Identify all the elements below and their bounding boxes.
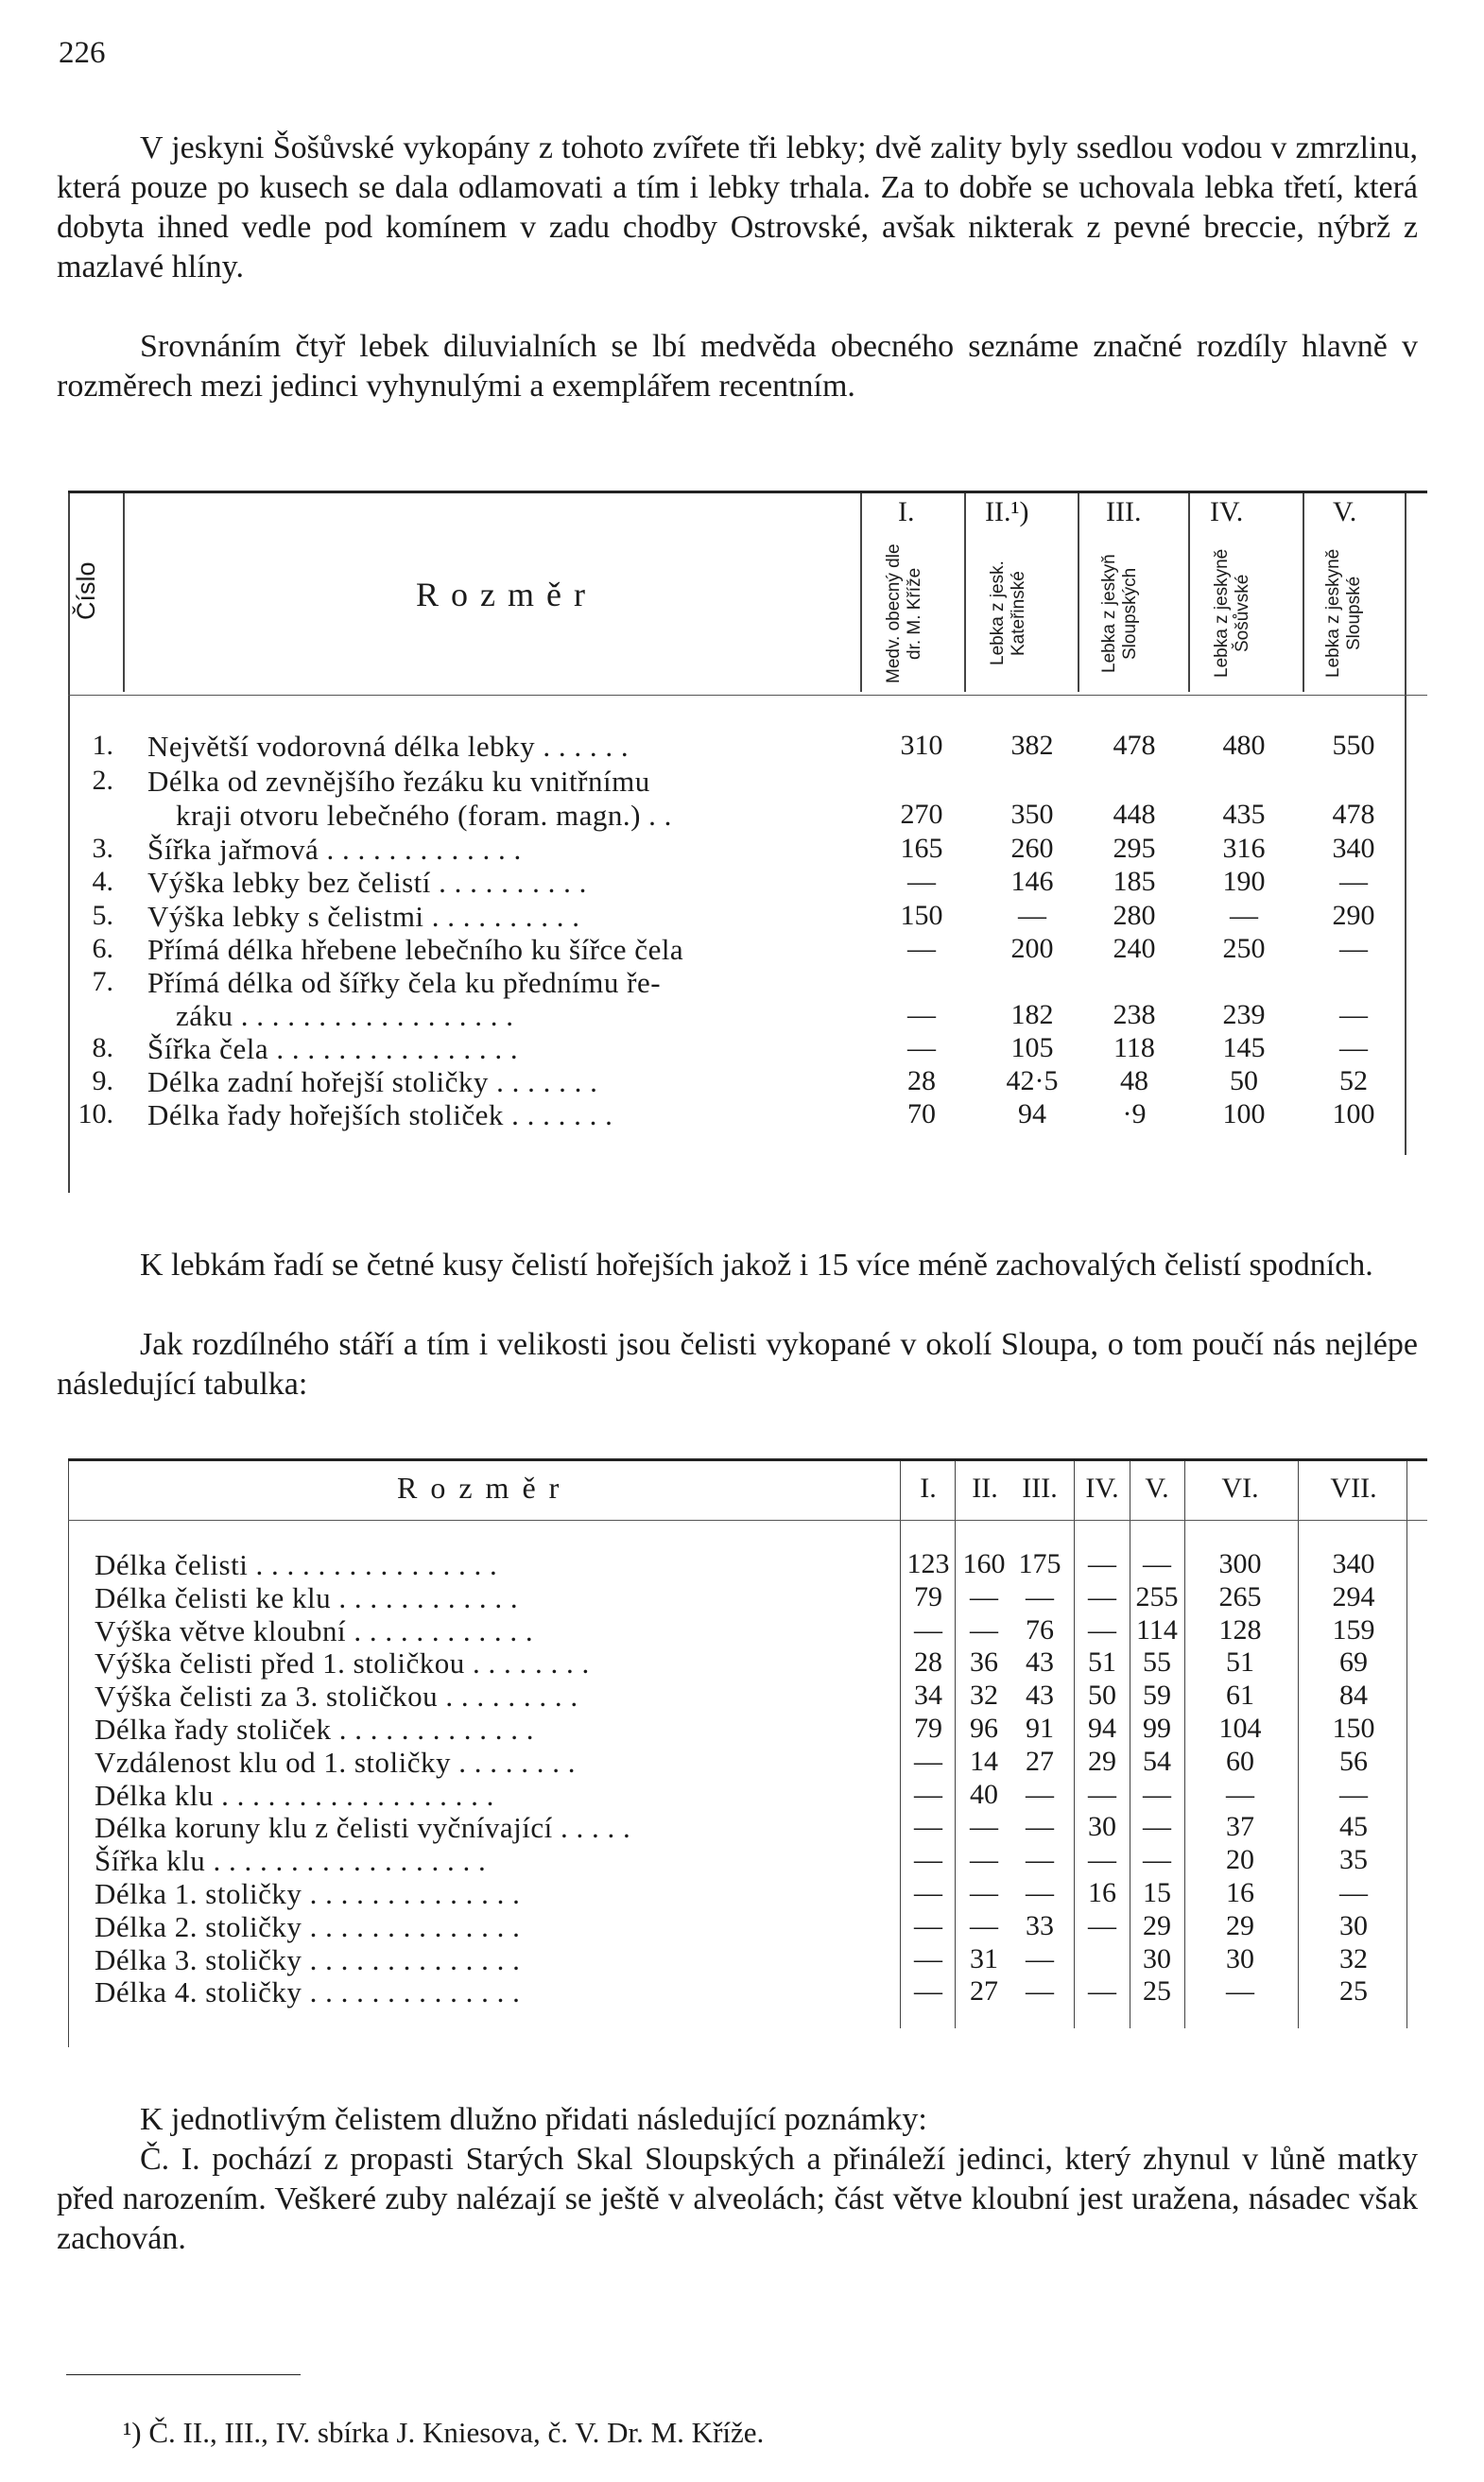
table-2-cell: 32 [970,1680,998,1711]
table-2-cell: — [1026,1943,1054,1974]
table-2-cell: 160 [962,1548,1006,1579]
table-1-header-col-2-roman: II.¹) [985,496,1029,527]
table-1-row-label: Přímá délka od šířky čela ku přednímu ře- [147,966,662,999]
table-2-cell: 29 [1088,1746,1116,1777]
table-2-cell: — [1026,1975,1054,2007]
table-1-row-number: 6. [92,933,113,964]
table-2-cell: 123 [906,1548,950,1579]
table-2-cell: — [1088,1844,1116,1875]
paragraph-1-text: V jeskyni Šošůvské vykopány z tohoto zvířete tři lebky; dvě zality byly ssedlou vodou v zmrzlinu, která pouze po kusech se dala odlamovati a tím i lebky trhala. Za to dobře se uchovala lebka třetí, která dobyta ihned vedle pod komínem v zadu chodby Ostrovské, avšak nikterak z pevné breccie, nýbrž z mazlavé hlíny. [57,130,1418,284]
table-2-cell: — [970,1910,998,1941]
table-2-header-col-4: IV. [1085,1473,1119,1504]
table-2-cell: 128 [1218,1614,1262,1646]
table-2-row-label: Délka 3. stoličky . . . . . . . . . . . . . . [95,1943,521,1976]
table-1-row-number: 2. [92,765,113,796]
table-2-row-label: Šířka klu . . . . . . . . . . . . . . . . . . [95,1844,487,1877]
table-1-col-divider [1303,493,1304,692]
table-1-row-label: Délka řady hořejších stoliček . . . . . . . [147,1098,613,1131]
table-2-cell: 175 [1018,1548,1061,1579]
table-2-cell: — [1026,1581,1054,1612]
table-1-cell: 435 [1222,799,1266,830]
table-2-top-rule [68,1458,1427,1461]
paragraph-2 [57,327,1418,406]
table-1-cell: — [907,999,936,1030]
table-2-cell: 20 [1226,1844,1254,1875]
table-1-cell: 146 [1010,866,1054,897]
table-1-rozmer-divider [860,493,862,692]
table-2-col-divider [1184,1461,1185,2028]
table-2-cell: — [1143,1779,1171,1810]
table-1-cell: 270 [900,799,943,830]
table-2-cell: 30 [1339,1910,1368,1941]
table-1-cell: 48 [1120,1065,1148,1096]
table-2-cell: 150 [1332,1713,1375,1744]
table-1-col-divider [1078,493,1079,692]
table-2-cell: 29 [1226,1910,1254,1941]
table-2-cell: 28 [914,1646,942,1678]
table-2-cell: 16 [1226,1877,1254,1908]
table-2-cell: — [914,1844,942,1875]
table-2-cell: 16 [1088,1877,1116,1908]
table-2-cell: — [970,1614,998,1646]
table-2-cell: 265 [1218,1581,1262,1612]
paragraph-4-text: Jak rozdílného stáří a tím i velikosti jsou čelisti vykopané v okolí Sloupa, o tom poučí nás nejlépe následující tabulka: [57,1327,1418,1402]
paragraph-3-text: K lebkám řadí se četné kusy čelistí hořejších jakož i 15 více méně zachovalých čelistí spodních. [140,1248,1373,1283]
table-2-col-divider [1074,1461,1075,2028]
table-2-cell: 25 [1143,1975,1171,2007]
table-2-cell: — [1026,1779,1054,1810]
table-2-cell: — [914,1779,942,1810]
table-2-cell: — [1026,1877,1054,1908]
table-2-header-col-2: II. [972,1473,998,1504]
table-1-row-number: 10. [78,1098,113,1129]
paragraph-6 [57,2140,1418,2259]
table-1-cell: 550 [1332,730,1375,761]
table-1-header-col-2-sub: Lebka z jesk. Kateřinské [988,560,1028,666]
table-2-cell: 43 [1026,1646,1054,1678]
table-2-cell: 15 [1143,1877,1171,1908]
table-1-cell: — [1339,1032,1368,1063]
table-2-cell: 51 [1088,1646,1116,1678]
table-1-cell: 70 [907,1098,936,1129]
table-1-row-label: Délka od zevnějšího řezáku ku vnitřnímu [147,765,650,798]
table-1-cell: 100 [1332,1098,1375,1129]
table-1-cell: — [1339,999,1368,1030]
table-2-cell: 114 [1136,1614,1178,1646]
paragraph-5 [57,2100,1418,2140]
table-1-right-border [1405,493,1406,1155]
table-2-row-label: Výška čelisti za 3. stoličkou . . . . . . . . . [95,1680,578,1713]
table-2-cell: — [1088,1581,1116,1612]
table-2-cell: — [914,1811,942,1842]
table-1-cell: 200 [1010,933,1054,964]
table-1-col-divider [964,493,966,692]
table-2-header-rozmer: R o z m ě r [397,1471,562,1505]
table-2-cell: — [970,1811,998,1842]
table-1-header-col-5-sub: Lebka z jeskyně Sloupské [1323,548,1364,679]
table-1-cell: 240 [1113,933,1156,964]
table-2-cell: 35 [1339,1844,1368,1875]
table-2-col-divider [955,1461,956,2028]
table-2-cell: — [1088,1614,1116,1646]
table-2-cell: 27 [1026,1746,1054,1777]
paragraph-4 [57,1325,1418,1405]
table-2-cell: 294 [1332,1581,1375,1612]
table-1-cell: 448 [1113,799,1156,830]
table-2-cell: 69 [1339,1646,1368,1678]
table-1-cell: 478 [1332,799,1375,830]
table-2-cell: 45 [1339,1811,1368,1842]
table-2-cell: 31 [970,1943,998,1974]
table-2-cell: 91 [1026,1713,1054,1744]
table-1-cell: — [1230,900,1258,931]
table-1-row-label: Šířka čela . . . . . . . . . . . . . . . . [147,1032,519,1065]
table-2-cell: — [1026,1811,1054,1842]
table-1-row-label: Přímá délka hřebene lebečního ku šířce čela [147,933,684,966]
table-1-cell: 185 [1113,866,1156,897]
table-2-row-label: Výška větve kloubní . . . . . . . . . . . . [95,1614,534,1647]
table-2-cell: 99 [1143,1713,1171,1744]
table-2-cell: 79 [914,1713,942,1744]
table-2-cell: 159 [1332,1614,1375,1646]
table-2-header-col-5: V. [1145,1473,1169,1504]
table-2-cell: — [1088,1779,1116,1810]
table-1-cell: 165 [900,833,943,864]
table-2-cell: 94 [1088,1713,1116,1744]
table-2-header-rule [68,1520,1427,1521]
table-2-cell: 61 [1226,1680,1254,1711]
table-2-header-col-3: III. [1022,1473,1058,1504]
table-2-cell: 14 [970,1746,998,1777]
table-1-row-number: 3. [92,833,113,864]
table-2-cell: — [914,1746,942,1777]
table-1-cell: — [1018,900,1046,931]
table-1-cell: 480 [1222,730,1266,761]
table-1-cell: 150 [900,900,943,931]
table-2-cell: — [1339,1779,1368,1810]
table-2-cell: 76 [1026,1614,1054,1646]
table-1-row-number: 8. [92,1032,113,1063]
table-1-cell: 350 [1010,799,1054,830]
table-2-row-label: Délka řady stoliček . . . . . . . . . . . . . [95,1713,535,1746]
table-2-cell: — [914,1614,942,1646]
table-1-cell: — [907,1032,936,1063]
table-1-header-col-4-roman: IV. [1210,496,1244,527]
table-2-cell: 40 [970,1779,998,1810]
table-2-cell: 104 [1218,1713,1262,1744]
table-2-header-col-1: I. [920,1473,937,1504]
table-1-cell: 290 [1332,900,1375,931]
table-2-row-label: Délka koruny klu z čelisti vyčnívající . . . . . [95,1811,631,1844]
table-1-cell: 295 [1113,833,1156,864]
table-1-header-rule [68,695,1427,696]
table-1-cell: 42·5 [1006,1065,1059,1096]
table-2-cell: 255 [1135,1581,1179,1612]
table-1-row-number: 1. [92,730,113,761]
table-1-cell: 52 [1339,1065,1368,1096]
table-1-cell: 50 [1230,1065,1258,1096]
table-2-cell: 30 [1088,1811,1116,1842]
table-1-cell: 190 [1222,866,1266,897]
table-2-cell: — [1143,1811,1171,1842]
footnote-rule [66,2374,301,2375]
table-1-row-label-cont: záku . . . . . . . . . . . . . . . . . . [176,999,514,1032]
table-2-cell: 340 [1332,1548,1375,1579]
table-1-row-label-cont: kraji otvoru lebečného (foram. magn.) . . [176,799,672,832]
table-1-cell: 478 [1113,730,1156,761]
table-1-header-rozmer: R o z m ě r [416,576,587,613]
table-2-row-label: Délka 1. stoličky . . . . . . . . . . . . . . [95,1877,521,1910]
table-2-cell: — [914,1975,942,2007]
table-2-right-border [1406,1461,1407,2028]
table-1-row-label: Výška lebky bez čelistí . . . . . . . . . . [147,866,587,899]
table-2-cell: 59 [1143,1680,1171,1711]
table-1-header-col-1-sub: Medv. obecný dle dr. M. Kříže [884,543,924,683]
table-2-cell: 51 [1226,1646,1254,1678]
table-2-cell: 37 [1226,1811,1254,1842]
table-2-cell: 84 [1339,1680,1368,1711]
table-2-cell: 50 [1088,1680,1116,1711]
table-2-row-label: Délka čelisti ke klu . . . . . . . . . . . . [95,1581,519,1614]
table-2-cell: — [1088,1910,1116,1941]
table-1-cell: 94 [1018,1098,1046,1129]
table-1-top-rule [68,491,1427,493]
table-1-header-col-3-roman: III. [1106,496,1142,527]
table-2-cell: — [1226,1779,1254,1810]
table-2-cell: 79 [914,1581,942,1612]
table-2-header-col-6: VI. [1221,1473,1259,1504]
table-1-cell: 145 [1222,1032,1266,1063]
table-2-row-label: Výška čelisti před 1. stoličkou . . . . . . . . [95,1646,590,1680]
table-2-cell: — [970,1581,998,1612]
table-2-cell: — [1143,1844,1171,1875]
table-2-cell: 54 [1143,1746,1171,1777]
table-1-cell: 28 [907,1065,936,1096]
table-1-row-number: 4. [92,866,113,897]
page-number: 226 [59,36,106,70]
table-2-row-label: Délka 2. stoličky . . . . . . . . . . . . . . [95,1910,521,1943]
table-2-cell: — [1143,1548,1171,1579]
table-1-row-number: 5. [92,900,113,931]
table-1-cell: 340 [1332,833,1375,864]
table-2-cell: — [1088,1975,1116,2007]
table-1-cell: ·9 [1122,1098,1147,1129]
table-1-cell: 316 [1222,833,1266,864]
table-1-header-col-3-sub: Lebka z jeskyň Sloupských [1099,554,1140,673]
table-2-cell: — [970,1877,998,1908]
table-2-cell: 55 [1143,1646,1171,1678]
paragraph-2-text: Srovnáním čtyř lebek diluvialních se lbí medvěda obecného seznáme značné rozdíly hlavně v rozměrech mezi jedinci vyhynulými a exemplářem recentním. [57,329,1418,404]
table-1-cell: 182 [1010,999,1054,1030]
table-2-col-divider [1298,1461,1299,2028]
table-2-cell: — [1339,1877,1368,1908]
table-1-cell: 250 [1222,933,1266,964]
table-2-cell: — [1226,1975,1254,2007]
table-2-cell: — [914,1877,942,1908]
table-2-cell: 60 [1226,1746,1254,1777]
table-1-col-divider [1188,493,1190,692]
table-1-cell: 260 [1010,833,1054,864]
table-2-cell: 25 [1339,1975,1368,2007]
paragraph-5-text: K jednotlivým čelistem dlužno přidati následující poznámky: [140,2102,927,2137]
table-2-row-label: Vzdálenost klu od 1. stoličky . . . . . . . . [95,1746,576,1779]
table-2-cell: — [914,1910,942,1941]
table-1-cell: 238 [1113,999,1156,1030]
table-2-left-border [68,1461,69,2047]
footnote: ¹) Č. II., III., IV. sbírka J. Kniesova, č. V. Dr. M. Kříže. [123,2416,765,2449]
table-1-row-label: Šířka jařmová . . . . . . . . . . . . . [147,833,522,866]
table-1-cell: 382 [1010,730,1054,761]
table-1-cell: 105 [1010,1032,1054,1063]
paragraph-3 [57,1246,1418,1285]
table-1-header-col-5-roman: V. [1333,496,1357,527]
table-1-cell: 310 [900,730,943,761]
table-1-cell: — [907,866,936,897]
table-2-cell: 300 [1218,1548,1262,1579]
table-1-row-label: Výška lebky s čelistmi . . . . . . . . . . [147,900,580,933]
table-2-cell: 30 [1143,1943,1171,1974]
table-1-cell: 239 [1222,999,1266,1030]
table-2-cell: 56 [1339,1746,1368,1777]
table-2-row-label: Délka klu . . . . . . . . . . . . . . . . . . [95,1779,494,1812]
table-1-cell: — [907,933,936,964]
table-1-header-col-1-roman: I. [898,496,915,527]
table-2-row-label: Délka čelisti . . . . . . . . . . . . . . . . [95,1548,498,1581]
table-2-cell: — [914,1943,942,1974]
table-1-cell: 100 [1222,1098,1266,1129]
paragraph-6-text: Č. I. pochází z propasti Starých Skal Sloupských a přináleží jedinci, který zhynul v lůně matky před narozením. Veškeré zuby nalézají se ještě v alveolách; část větve kloubní jest uražena, násadec však zachován. [57,2142,1418,2256]
table-1-cell: — [1339,866,1368,897]
table-2-cell: 29 [1143,1910,1171,1941]
table-1-cell: — [1339,933,1368,964]
table-2-cell: — [1088,1548,1116,1579]
table-2-cell: 36 [970,1646,998,1678]
table-2-cell: 30 [1226,1943,1254,1974]
table-2-cell: 33 [1026,1910,1054,1941]
table-2-cell: 34 [914,1680,942,1711]
table-2-header-col-7: VII. [1330,1473,1377,1504]
table-1-row-label: Největší vodorovná délka lebky . . . . . . [147,730,630,763]
paragraph-1 [57,129,1418,287]
table-1-row-number: 7. [92,966,113,997]
table-2-cell: 32 [1339,1943,1368,1974]
table-2-cell: 43 [1026,1680,1054,1711]
table-1-header-cislo: Číslo [72,561,100,620]
table-2-col-divider [900,1461,901,2028]
table-1-row-number: 9. [92,1065,113,1096]
table-2-row-label: Délka 4. stoličky . . . . . . . . . . . . . . [95,1975,521,2008]
table-2-cell: — [970,1844,998,1875]
table-1-cell: 280 [1113,900,1156,931]
table-1-cislo-divider [123,493,125,692]
table-1-cell: 118 [1113,1032,1155,1063]
table-1-row-label: Délka zadní hořejší stoličky . . . . . . . [147,1065,598,1098]
table-2-cell: — [1026,1844,1054,1875]
table-2-cell: 96 [970,1713,998,1744]
table-1-header-col-4-sub: Lebka z jeskyně Šošůvské [1212,548,1252,679]
table-2-cell: 27 [970,1975,998,2007]
